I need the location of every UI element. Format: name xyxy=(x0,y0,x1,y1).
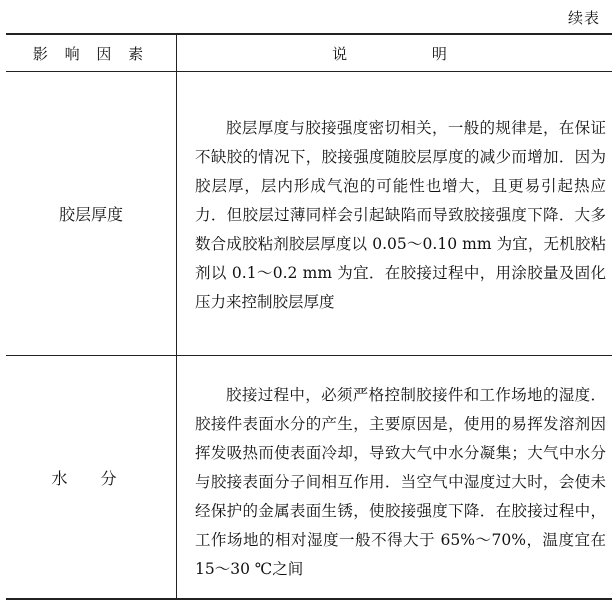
factor-cell: 水 分 xyxy=(6,356,177,598)
description-text: 胶层厚度与胶接强度密切相关，一般的规律是，在保证不缺胶的情况下，胶接强度随胶层厚度的减少而增加．因为胶层厚，层内形成气泡的可能性也增大，且更易引起热应力．但胶层过薄同样会引起缺陷而导致胶接强度下降．大多数合成胶粘剂胶层厚度以 0.05～0.10 mm 为宜，无机胶粘剂以 0.1～0.2 mm 为宜．在胶接过程中，用涂胶量及固化压力来控制胶层厚度 xyxy=(195,119,606,311)
factor-table xyxy=(6,33,612,600)
description-text: 胶接过程中，必须严格控制胶接件和工作场地的湿度．胶接件表面水分的产生，主要原因是，使用的易挥发溶剂因挥发吸热而使表面冷却，导致大气中水分凝集；大气中水分与胶接表面分子间相互作用．当空气中湿度过大时，会使未经保护的金属表面生锈，使胶接强度下降．在胶接过程中，工作场地的相对湿度一般不得大于 65%～70%，温度宜在 15～30 ℃之间 xyxy=(195,385,606,578)
factor-cell: 胶层厚度 xyxy=(6,72,177,355)
header-description: 说 明 xyxy=(332,44,487,63)
table-row xyxy=(6,72,612,356)
description-cell xyxy=(177,356,612,598)
table-header-row xyxy=(6,35,612,72)
table-row xyxy=(6,356,612,598)
continued-table-label: 续表 xyxy=(567,9,600,27)
description-cell xyxy=(177,72,612,355)
header-factor: 影 响 因 素 xyxy=(6,35,177,71)
